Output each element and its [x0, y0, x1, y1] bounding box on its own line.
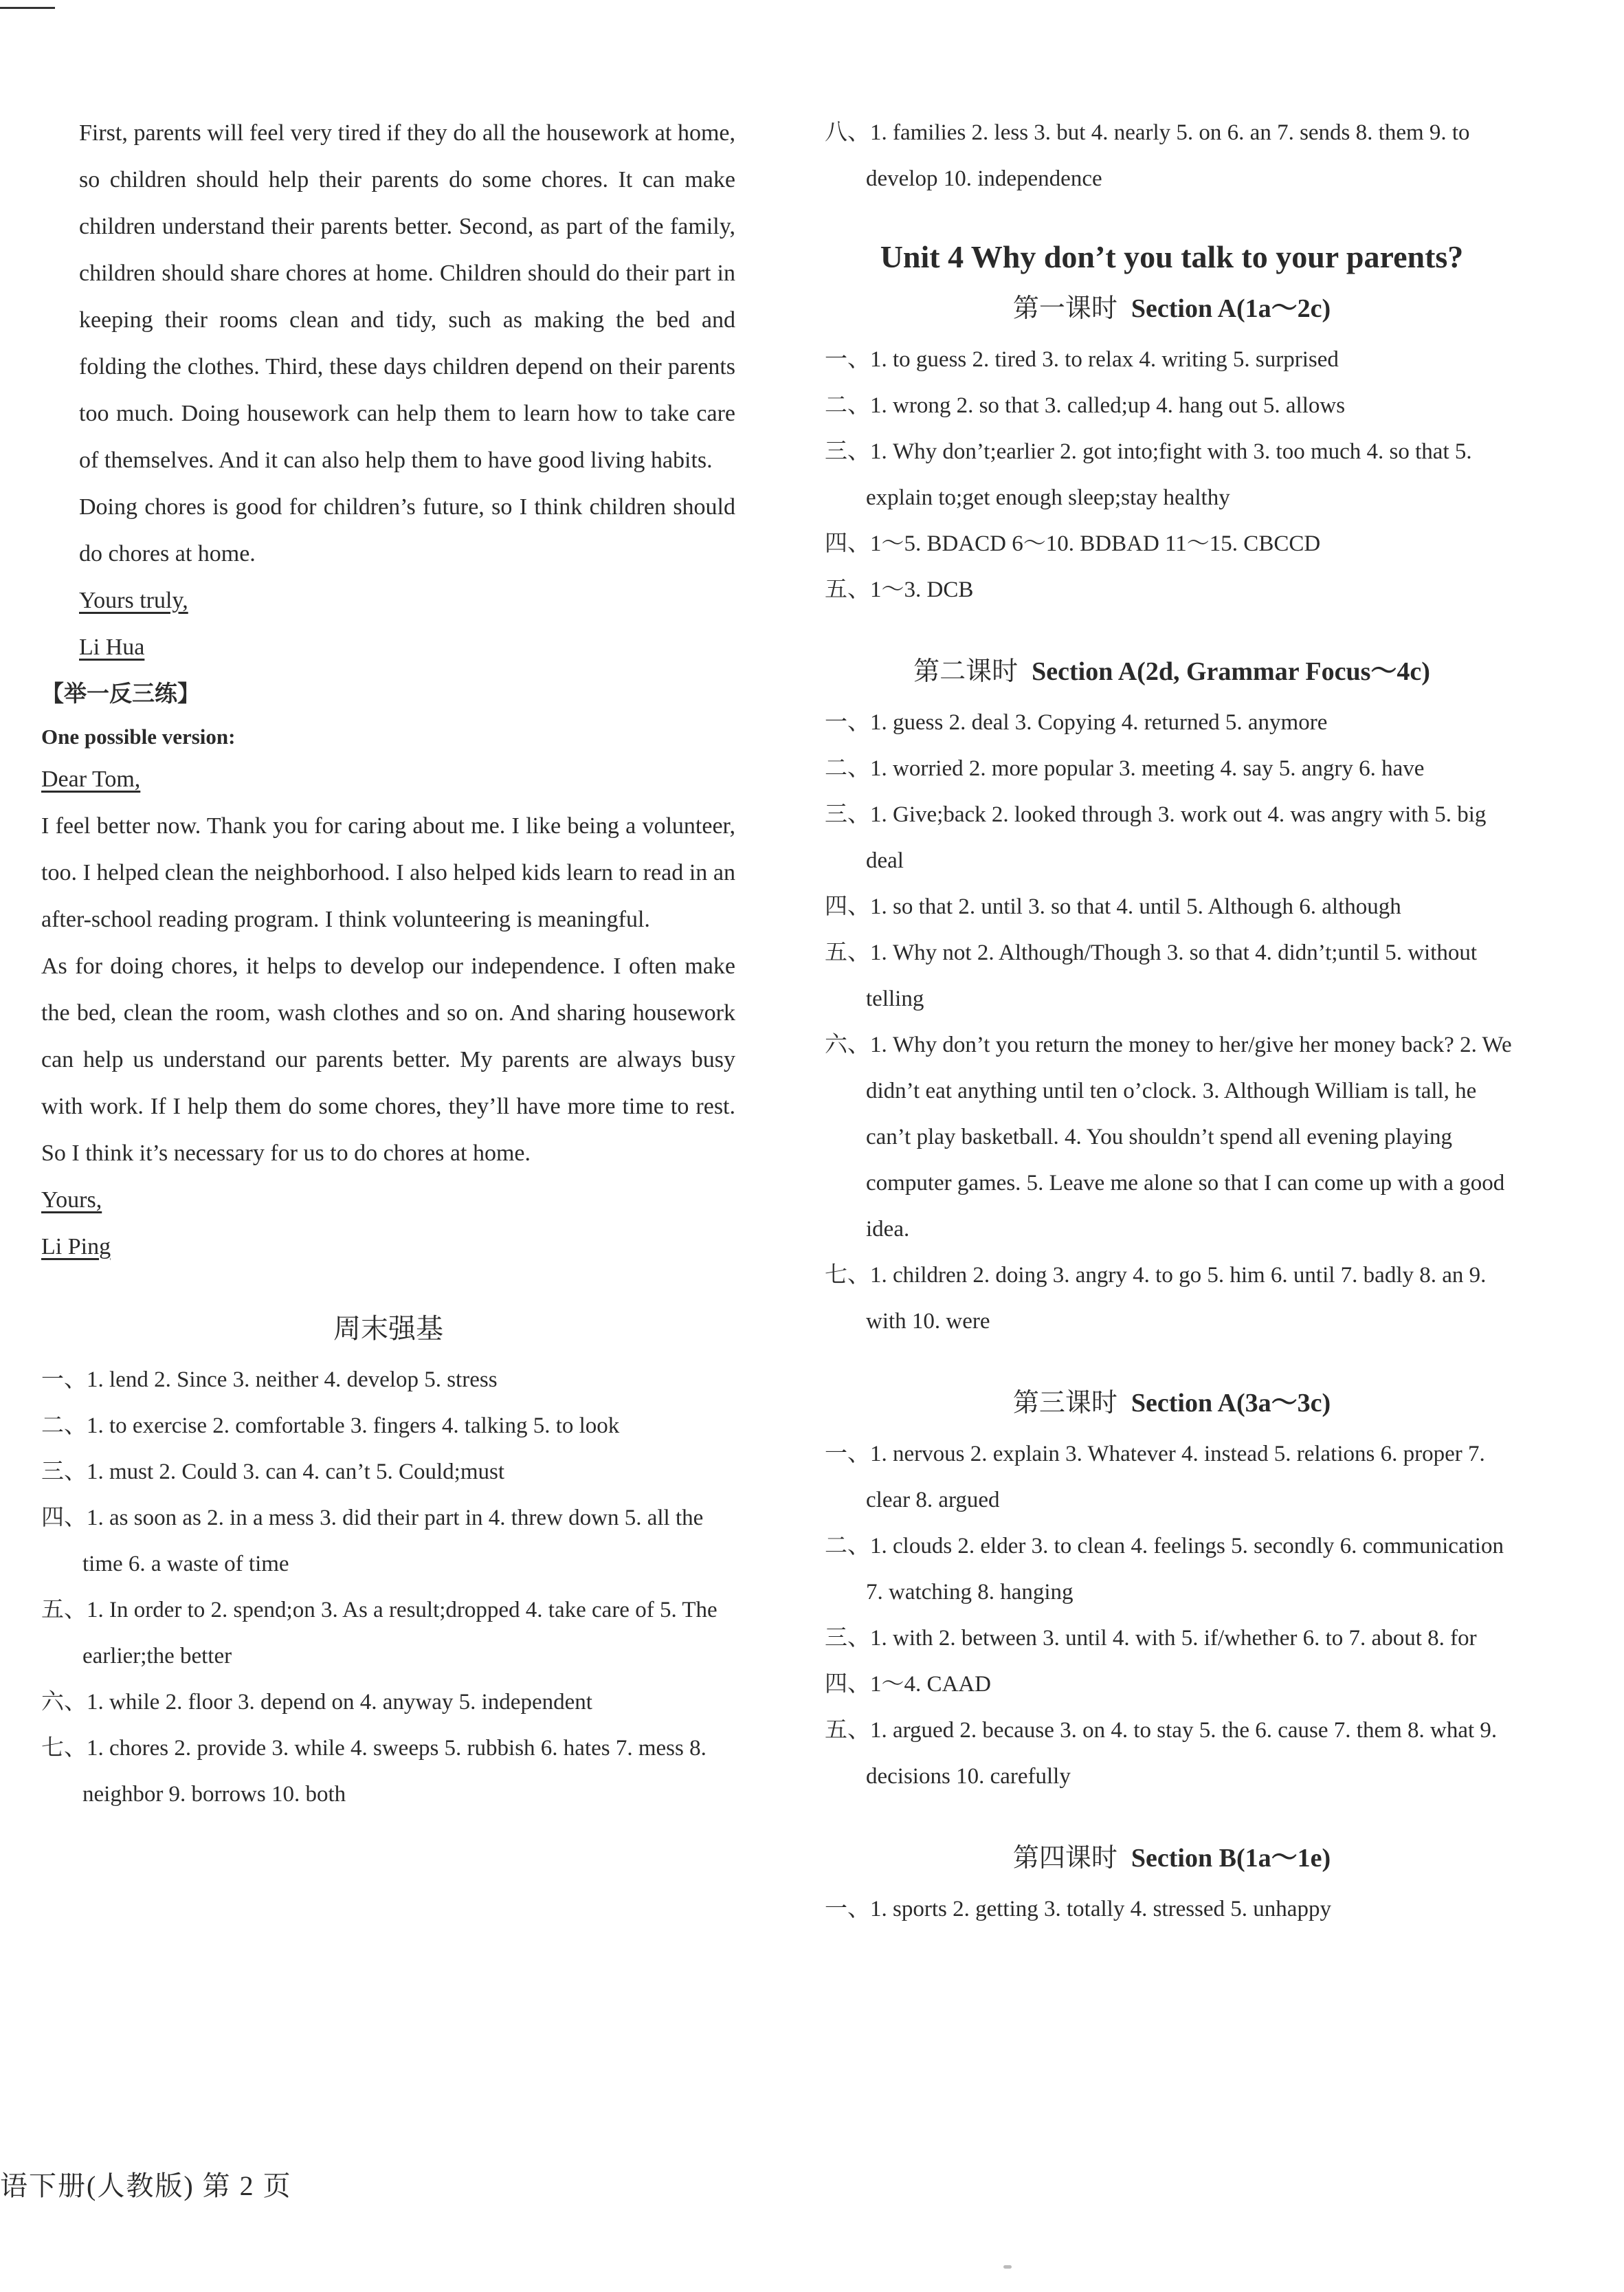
lesson-title: 第二课时 Section A(2d, Grammar Focus～4c) — [913, 657, 1430, 686]
answer-line: 四、1. as soon as 2. in a mess 3. did their part in 4. threw down 5. all the time 6. a waste of time — [41, 1506, 704, 1576]
answer-line: 二、1. clouds 2. elder 3. to clean 4. feelings 5. secondly 6. communication 7. watching 8. hanging — [825, 1534, 1504, 1605]
lesson-3 — [825, 1379, 1519, 1800]
lesson-title: 第四课时 Section B(1a～1e) — [1012, 1844, 1331, 1873]
answer-line: 一、1. nervous 2. explain 3. Whatever 4. instead 5. relations 6. proper 7. clear 8. argued — [825, 1442, 1485, 1512]
answer-line: 二、1. wrong 2. so that 3. called;up 4. hang out 5. allows — [825, 393, 1346, 418]
answer-line: 一、1. to guess 2. tired 3. to relax 4. writing 5. surprised — [825, 347, 1339, 372]
letter-closing: Yours truly, — [79, 588, 188, 613]
weekend-answers — [41, 1357, 735, 1818]
weekend-title: 周末强基 — [333, 1313, 443, 1344]
answer-line: 六、1. Why don’t you return the money to her/give her money back? 2. We didn’t eat anything until ten o’clock. 3. Although William is tall, he can’t play basketball. 4. You shouldn’t spend all evening playing computer games. 5. Leave me alone so that I can come up with a good idea. — [825, 1033, 1512, 1242]
answer-line: 一、1. sports 2. getting 3. totally 4. stressed 5. unhappy — [825, 1897, 1331, 1921]
left-column — [41, 110, 735, 1818]
answer-line: 八、1. families 2. less 3. but 4. nearly 5. on 6. an 7. sends 8. them 9. to develop 10. independence — [825, 120, 1470, 191]
lesson-2 — [825, 648, 1519, 1345]
answer-line: 七、1. chores 2. provide 3. while 4. sweeps 5. rubbish 6. hates 7. mess 8. neighbor 9. borrows 10. both — [41, 1736, 707, 1807]
letter2-greeting: Dear Tom, — [41, 767, 141, 792]
answer-line: 五、1. Why not 2. Although/Though 3. so that 4. didn’t;until 5. without telling — [825, 940, 1478, 1011]
letter2-closing: Yours, — [41, 1187, 102, 1213]
answer-line: 四、1～5. BDACD 6～10. BDBAD 11～15. CBCCD — [825, 531, 1321, 556]
practice-heading: 【举一反三练】 — [41, 682, 200, 707]
answer-line: 五、1. In order to 2. spend;on 3. As a result;dropped 4. take care of 5. The earlier;the better — [41, 1598, 718, 1668]
answer-line: 二、1. worried 2. more popular 3. meeting 4. say 5. angry 6. have — [825, 756, 1425, 781]
answer-line: 五、1～3. DCB — [825, 577, 974, 602]
possible-version-label: One possible version: — [41, 725, 236, 749]
answer-line: 四、1～4. CAAD — [825, 1672, 992, 1697]
letter-paragraph-2: Doing chores is good for children’s future, so I think children should do chores at home. — [79, 494, 735, 566]
answer-line: 六、1. while 2. floor 3. depend on 4. anyway 5. independent — [41, 1690, 592, 1715]
answer-line: 一、1. lend 2. Since 3. neither 4. develop 5. stress — [41, 1367, 498, 1392]
answer-line: 三、1. with 2. between 3. until 4. with 5. if/whether 6. to 7. about 8. for — [825, 1626, 1477, 1651]
letter2-signature: Li Ping — [41, 1234, 111, 1259]
answer-line: 二、1. to exercise 2. comfortable 3. fingers 4. talking 5. to look — [41, 1413, 620, 1438]
lesson-1 — [825, 285, 1519, 613]
answer-line: 三、1. Why don’t;earlier 2. got into;fight with 3. too much 4. so that 5. explain to;get enough sleep;stay healthy — [825, 439, 1472, 510]
top-rule — [0, 7, 55, 9]
answer-line: 七、1. children 2. doing 3. angry 4. to go 5. him 6. until 7. badly 8. an 9. with 10. were — [825, 1263, 1487, 1334]
unit-title: Unit 4 Why don’t you talk to your parents? — [880, 239, 1464, 274]
letter2-paragraph-2: As for doing chores, it helps to develop our independence. I often make the bed, clean the room, wash clothes and so on. And sharing housework can help us understand our parents better. My parents are always busy with work. If I help them do some chores, they’ll have more time to rest. So I think it’s necessary for us to do chores at home. — [41, 954, 735, 1166]
letter-body — [41, 110, 735, 577]
answer-line: 三、1. must 2. Could 3. can 4. can’t 5. Could;must — [41, 1459, 505, 1484]
answer-line: 一、1. guess 2. deal 3. Copying 4. returned 5. anymore — [825, 710, 1328, 735]
answer-line: 三、1. Give;back 2. looked through 3. work out 4. was angry with 5. big deal — [825, 802, 1487, 873]
right-column — [825, 110, 1519, 1932]
letter-signature: Li Hua — [79, 635, 145, 660]
page-footer: 语下册(人教版) 第 2 页 — [0, 2170, 292, 2201]
letter2-paragraph-1: I feel better now. Thank you for caring about me. I like being a volunteer, too. I helped clean the neighborhood. I also helped kids learn to read in an after-school reading program. I think volunteering is meaningful. — [41, 813, 735, 932]
answer-line: 四、1. so that 2. until 3. so that 4. until 5. Although 6. although — [825, 894, 1401, 919]
letter-paragraph-1: First, parents will feel very tired if they do all the housework at home, so children should help their parents do some chores. It can make children understand their parents better. Second, as part of the family, children should share chores at home. Children should do their part in keeping their rooms clean and tidy, such as making the bed and folding the clothes. Third, these days children depend on their parents too much. Doing housework can help them to learn how to take care of themselves. And it can also help them to have good living habits. — [79, 120, 735, 473]
answer-line: 五、1. argued 2. because 3. on 4. to stay 5. the 6. cause 7. them 8. what 9. decisions 10. carefully — [825, 1718, 1498, 1789]
letter2-body — [41, 803, 735, 1177]
lesson-title: 第三课时 Section A(3a～3c) — [1012, 1389, 1331, 1418]
lesson-title: 第一课时 Section A(1a～2c) — [1012, 294, 1331, 323]
scan-mark — [1003, 2265, 1012, 2269]
lesson-4 — [825, 1834, 1519, 1932]
